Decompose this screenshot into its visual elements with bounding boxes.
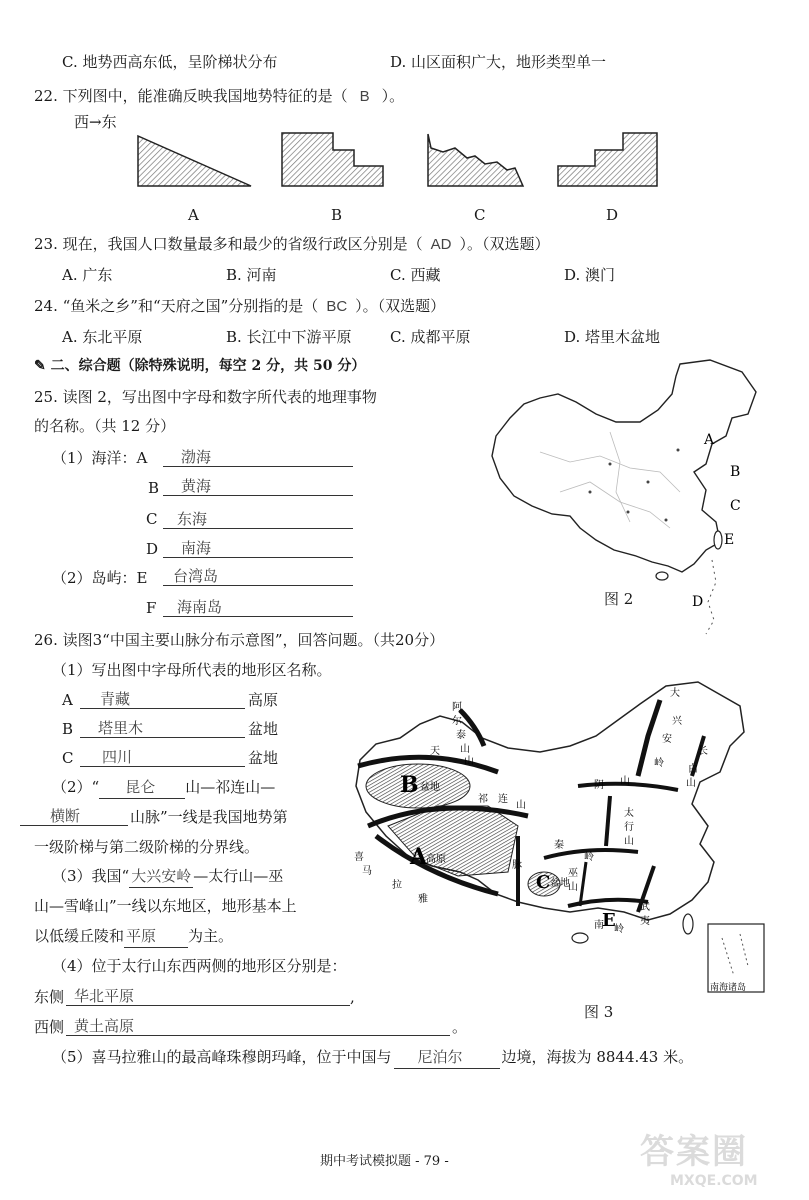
fig2-letter-c: C bbox=[730, 498, 741, 514]
q23-option-a: A. 广东 bbox=[62, 266, 113, 284]
q26-p1: （1）写出图中字母所代表的地形区名称。 bbox=[52, 661, 332, 679]
svg-text:阴: 阴 bbox=[594, 780, 604, 791]
q26-p5: （5）喜马拉雅山的最高峰珠穆朗玛峰，位于中国与 尼泊尔 边境，海拔为 8844.43 米。 bbox=[52, 1047, 693, 1069]
q26-west-prefix: 西侧 bbox=[34, 1018, 65, 1036]
profile-a bbox=[138, 136, 251, 186]
q22-label-c: C bbox=[474, 206, 486, 224]
svg-text:巫: 巫 bbox=[568, 868, 578, 879]
q25-blank-b: 黄海 bbox=[163, 475, 353, 496]
profile-b bbox=[282, 133, 383, 186]
q26-east-prefix: 东侧 bbox=[34, 988, 65, 1006]
q25-stem-line1: 25. 读图 2，写出图中字母和数字所代表的地理事物 bbox=[34, 388, 377, 406]
svg-text:雅: 雅 bbox=[418, 894, 428, 905]
svg-text:岭: 岭 bbox=[654, 758, 664, 769]
svg-text:兴: 兴 bbox=[672, 716, 682, 727]
figure2-caption: 图 2 bbox=[604, 590, 634, 608]
q25-f-label: F bbox=[146, 599, 157, 617]
q25-island-label: （2）岛屿：E bbox=[52, 569, 148, 587]
q26-c-prefix: C bbox=[62, 749, 74, 767]
svg-text:岭: 岭 bbox=[584, 852, 594, 863]
q26-p2: （2）“ 昆仑 山—祁连山— bbox=[52, 777, 275, 799]
q25-blank-d: 南海 bbox=[163, 537, 353, 558]
q21-option-c: C. 地势西高东低，呈阶梯状分布 bbox=[62, 53, 278, 71]
svg-text:山: 山 bbox=[624, 836, 634, 847]
fig3-a-text: 高原 bbox=[426, 854, 446, 865]
svg-text:行: 行 bbox=[624, 822, 634, 833]
svg-text:安: 安 bbox=[662, 734, 672, 745]
q26-blank-a: 青藏 bbox=[80, 688, 245, 709]
q26-a-prefix: A bbox=[62, 691, 73, 709]
pencil-icon: ✎ bbox=[34, 358, 46, 374]
q25-ocean-label: （1）海洋：A bbox=[52, 449, 148, 467]
svg-text:夷: 夷 bbox=[640, 916, 650, 927]
q26-p3-line3: 以低缓丘陵和 平原 为主。 bbox=[34, 926, 233, 948]
svg-text:马: 马 bbox=[362, 866, 372, 877]
fig3-letter-e: E bbox=[602, 910, 616, 931]
q26-p4: （4）位于太行山东西两侧的地形区分别是： bbox=[52, 957, 347, 975]
q26-p3: （3）我国“ 大兴安岭 —太行山—巫 bbox=[52, 866, 283, 888]
svg-text:连: 连 bbox=[498, 794, 508, 805]
q24-stem: 24. “鱼米之乡”和“天府之国”分别指的是（ BC ）。（双选题） bbox=[34, 297, 446, 315]
svg-text:岭: 岭 bbox=[614, 924, 624, 935]
q24-option-a: A. 东北平原 bbox=[62, 328, 143, 346]
fig3-letter-a: A bbox=[410, 844, 428, 870]
q22-label-a: A bbox=[188, 206, 199, 224]
q25-blank-a: 渤海 bbox=[163, 446, 353, 467]
q25-blank-c: 东海 bbox=[163, 508, 353, 529]
fig3-letter-c: C bbox=[536, 872, 551, 893]
inset-label: 南海诸岛 bbox=[710, 983, 747, 993]
q25-blank-f: 海南岛 bbox=[163, 596, 353, 617]
q26-blank-p2-2: 横断 bbox=[20, 805, 128, 826]
q22-answer: B bbox=[359, 88, 370, 105]
q23-option-c: C. 西藏 bbox=[390, 266, 441, 284]
fig3-letter-b: B bbox=[400, 772, 419, 798]
svg-text:山: 山 bbox=[686, 778, 696, 789]
svg-text:南: 南 bbox=[594, 920, 604, 931]
svg-text:山: 山 bbox=[460, 744, 470, 755]
q26-blank-east: 华北平原 bbox=[66, 985, 350, 1006]
q23-option-b: B. 河南 bbox=[226, 266, 277, 284]
page-footer: 期中考试模拟题 - 79 - bbox=[320, 1154, 449, 1169]
svg-text:太: 太 bbox=[624, 808, 634, 819]
q22-stem: 22. 下列图中，能准确反映我国地势特征的是（ B ）。 bbox=[34, 87, 405, 105]
q23-stem: 23. 现在，我国人口数量最多和最少的省级行政区分别是（ AD ）。（双选题） bbox=[34, 235, 550, 253]
q26-stem: 26. 读图3“中国主要山脉分布示意图”，回答问题。（共20分） bbox=[34, 631, 445, 649]
svg-text:泰: 泰 bbox=[456, 730, 466, 741]
figure3-mountain-map bbox=[348, 676, 788, 996]
figure3-caption: 图 3 bbox=[584, 1003, 614, 1021]
q24-option-c: C. 成都平原 bbox=[390, 328, 471, 346]
svg-text:阿: 阿 bbox=[452, 702, 462, 713]
q26-blank-west: 黄土高原 bbox=[66, 1015, 450, 1036]
q22-label-b: B bbox=[331, 206, 343, 224]
q26-blank-b: 塔里木 bbox=[80, 717, 245, 738]
fig2-letter-a: A bbox=[704, 432, 715, 448]
svg-text:武: 武 bbox=[640, 902, 650, 913]
q25-blank-e: 台湾岛 bbox=[163, 565, 353, 586]
q23-answer: AD bbox=[430, 236, 452, 253]
svg-text:尔: 尔 bbox=[452, 716, 462, 727]
q26-west-period: 。 bbox=[452, 1018, 468, 1036]
svg-text:山: 山 bbox=[568, 882, 578, 893]
q22-label-d: D bbox=[606, 206, 619, 224]
q26-p2-line2: 山脉”一线是我国地势第 bbox=[130, 808, 288, 826]
q22-profile-diagrams bbox=[125, 128, 675, 192]
q26-b-suffix: 盆地 bbox=[248, 720, 279, 738]
q25-d-label: D bbox=[146, 540, 159, 558]
q26-p2-line3: 一级阶梯与第二级阶梯的分界线。 bbox=[34, 838, 260, 856]
q23-option-d: D. 澳门 bbox=[564, 266, 616, 284]
q25-c-label: C bbox=[146, 510, 158, 528]
svg-text:山: 山 bbox=[620, 776, 630, 787]
q26-b-prefix: B bbox=[62, 720, 74, 738]
svg-text:长: 长 bbox=[698, 746, 708, 757]
q26-blank-c: 四川 bbox=[80, 746, 245, 767]
profile-d bbox=[558, 133, 657, 186]
svg-text:祁: 祁 bbox=[478, 794, 488, 805]
q24-option-d: D. 塔里木盆地 bbox=[564, 328, 661, 346]
q26-a-suffix: 高原 bbox=[248, 691, 279, 709]
q22-direction: 西→东 bbox=[74, 113, 117, 131]
q25-stem-line2: 的名称。（共 12 分） bbox=[34, 417, 176, 435]
q25-b-label: B bbox=[148, 479, 160, 497]
q26-c-suffix: 盆地 bbox=[248, 749, 279, 767]
fig3-c-text: 盆地 bbox=[550, 878, 570, 889]
profile-c bbox=[428, 134, 523, 186]
q21-option-d: D. 山区面积广大，地形类型单一 bbox=[390, 53, 607, 71]
svg-text:秦: 秦 bbox=[554, 840, 564, 851]
q24-option-b: B. 长江中下游平原 bbox=[226, 328, 352, 346]
section2-title: ✎ 二、综合题（除特殊说明，每空 2 分，共 50 分） bbox=[34, 358, 366, 374]
watermark-logo: 答案圈 MXQE.COM bbox=[640, 1132, 758, 1189]
svg-text:喜: 喜 bbox=[354, 852, 364, 863]
svg-text:大: 大 bbox=[670, 688, 680, 699]
fig2-letter-e: E bbox=[724, 532, 735, 548]
q26-p3-line2: 山—雪峰山”一线以东地区，地形基本上 bbox=[34, 897, 297, 915]
svg-text:山: 山 bbox=[464, 756, 474, 767]
fig3-b-text: 盆地 bbox=[420, 782, 440, 793]
svg-text:拉: 拉 bbox=[392, 880, 402, 891]
svg-text:白: 白 bbox=[688, 764, 698, 775]
q26-east-comma: , bbox=[350, 988, 355, 1006]
fig2-letter-b: B bbox=[730, 464, 741, 480]
south-sea-inset bbox=[708, 924, 764, 992]
svg-text:脉: 脉 bbox=[512, 860, 522, 871]
q24-answer: BC bbox=[326, 298, 348, 315]
fig2-letter-d: D bbox=[692, 594, 704, 610]
svg-text:山: 山 bbox=[516, 800, 526, 811]
svg-text:天: 天 bbox=[430, 746, 440, 757]
